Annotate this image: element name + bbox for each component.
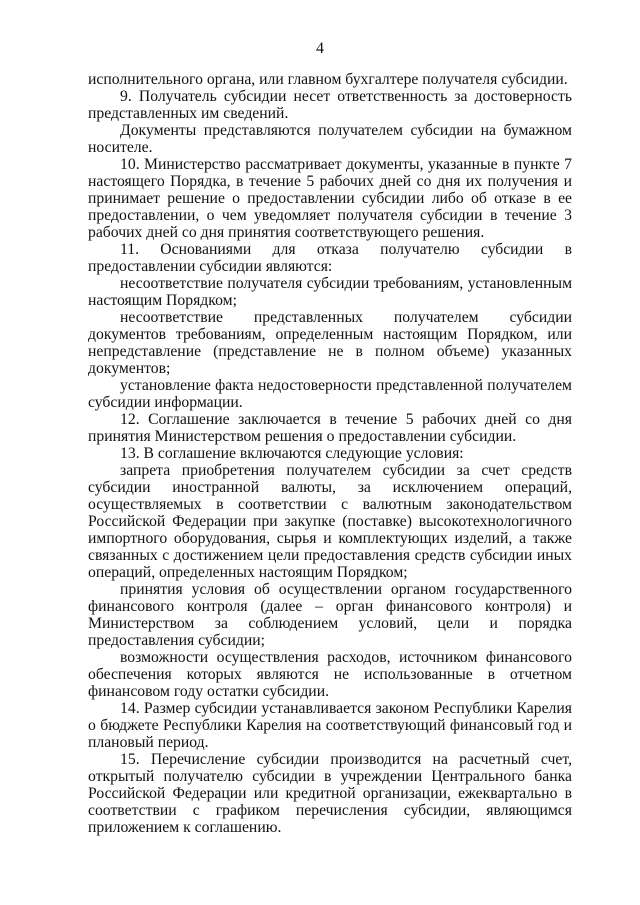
- document-body: [88, 71, 572, 836]
- paragraph-documents-paper: Документы представляются получателем субсидии на бумажном носителе.: [88, 122, 572, 156]
- paragraph-refusal-ground-3: установление факта недостоверности представленной получателем субсидии информации.: [88, 377, 572, 411]
- paragraph-item-14: 14. Размер субсидии устанавливается законом Республики Карелия о бюджете Республики Карелия на соответствующий финансовый год и плановый период.: [88, 700, 572, 751]
- paragraph-item-9: 9. Получатель субсидии несет ответственность за достоверность представленных им сведений.: [88, 88, 572, 122]
- page-number: 4: [316, 40, 324, 57]
- paragraph-refusal-ground-1: несоответствие получателя субсидии требованиям, установленным настоящим Порядком;: [88, 275, 572, 309]
- paragraph-item-10: 10. Министерство рассматривает документы, указанные в пункте 7 настоящего Порядка, в течение 5 рабочих дней со дня их получения и принимает решение о предоставлении субсидии либо об отказе в ее предоставлении, о чем уведомляет получателя субсидии в течение 3 рабочих дней со дня принятия соответствующего решения.: [88, 156, 572, 241]
- paragraph-condition-3: возможности осуществления расходов, источником финансового обеспечения которых являются не использованные в отчетном финансовом году остатки субсидии.: [88, 649, 572, 700]
- paragraph-item-13: 13. В соглашение включаются следующие условия:: [120, 445, 464, 462]
- paragraph-continuation: исполнительного органа, или главном бухгалтере получателя субсидии.: [88, 71, 568, 88]
- paragraph-refusal-ground-2: несоответствие представленных получателем субсидии документов требованиям, определенным настоящим Порядком, или непредставление (представление не в полном объеме) указанных документов;: [88, 309, 572, 377]
- paragraph-condition-2: принятия условия об осуществлении органом государственного финансового контроля (далее – орган финансового контроля) и Министерством за соблюдением условий, цели и порядка предоставления субсидии;: [88, 581, 572, 649]
- paragraph-item-11: 11. Основаниями для отказа получателю субсидии в предоставлении субсидии являются:: [88, 241, 572, 275]
- paragraph-condition-1: запрета приобретения получателем субсидии за счет средств субсидии иностранной валюты, за исключением операций, осуществляемых в соответствии с валютным законодательством Российской Федерации при закупке (поставке) высокотехнологичного импортного оборудования, сырья и комплектующих изделий, а также связанных с достижением цели предоставления средств субсидии иных операций, определенных настоящим Порядком;: [88, 462, 572, 581]
- paragraph-item-15: 15. Перечисление субсидии производится на расчетный счет, открытый получателю субсидии в учреждении Центрального банка Российской Федерации или кредитной организации, ежеквартально в соответствии с графиком перечисления субсидии, являющимся приложением к соглашению.: [88, 751, 572, 836]
- paragraph-item-12: 12. Соглашение заключается в течение 5 рабочих дней со дня принятия Министерством решения о предоставлении субсидии.: [88, 411, 572, 445]
